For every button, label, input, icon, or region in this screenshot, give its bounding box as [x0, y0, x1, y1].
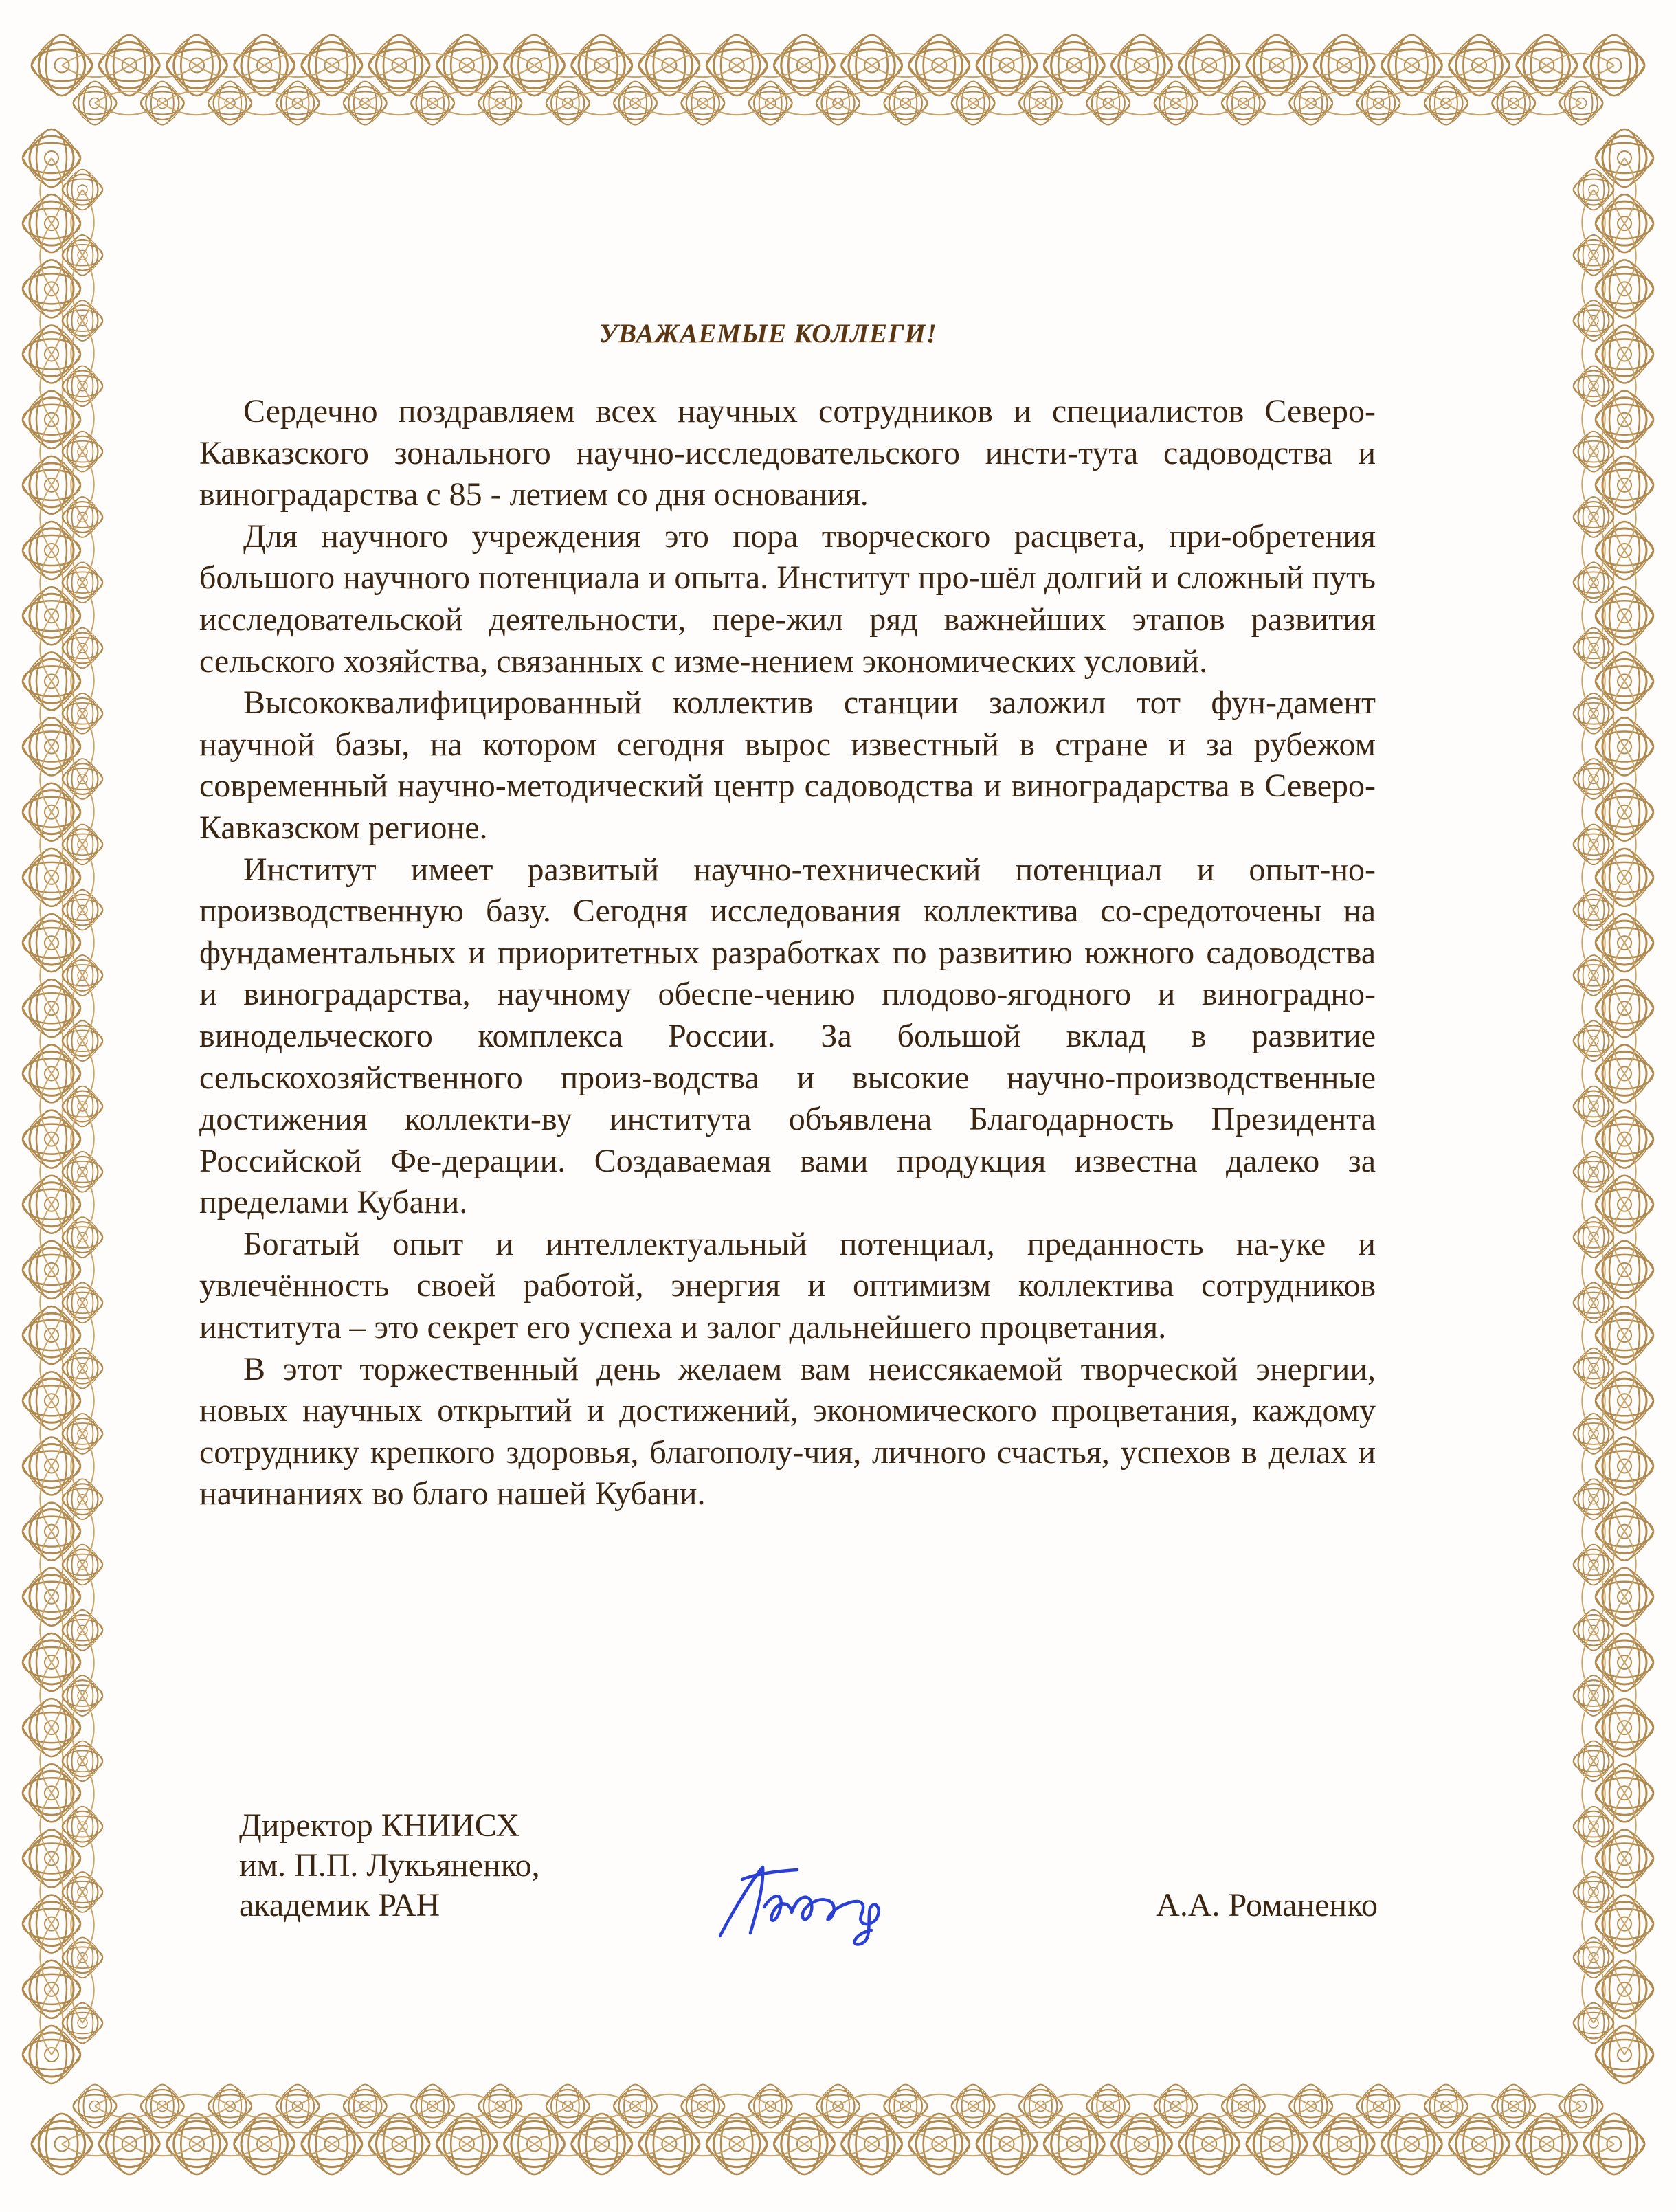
- ornament-link: [40, 747, 63, 812]
- border-right: [1574, 129, 1653, 2083]
- ornament-link: [1074, 54, 1141, 77]
- ornament-link: [1411, 54, 1479, 77]
- ornament-link: [40, 1270, 63, 1335]
- ornament-link: [669, 2132, 737, 2156]
- letter-paragraph: Для научного учреждения это пора творческого расцвета, при-обретения большого научного потенциала и опыта. Институт про-шёл долгий и сложный путь исследовательской деятельности, пере-жил ряд важнейших этапов развития сельского хозяйства, связанных с изме-нением экономических условий.: [199, 517, 1376, 680]
- ornament-link: [1277, 2132, 1344, 2156]
- ornament-link: [40, 1139, 63, 1205]
- ornament-link: [40, 355, 63, 420]
- ornament-link: [1007, 54, 1074, 77]
- letter-paragraph: Богатый опыт и интеллектуальный потенциал, преданность на-уке и увлечённость своей работой, энергия и оптимизм коллектива сотрудников института – это секрет его успеха и залог дальнейшего процветания.: [199, 1225, 1376, 1346]
- letter-body: [199, 313, 1376, 1515]
- ornament-link: [1613, 355, 1635, 420]
- ornament-link: [40, 1597, 63, 1662]
- ornament-link: [1074, 2132, 1141, 2156]
- handwritten-signature: [715, 1859, 921, 1948]
- ornament-link: [1613, 1597, 1635, 1662]
- ornament-link: [40, 158, 63, 223]
- ornament-link: [535, 54, 602, 77]
- ornament-link: [804, 54, 871, 77]
- ornament-link: [40, 1466, 63, 1531]
- ornament-link: [669, 54, 737, 77]
- ornament-link: [1613, 943, 1635, 1008]
- ornament-link: [40, 1793, 63, 1858]
- ornament-link: [467, 54, 534, 77]
- ornament-link: [1613, 1532, 1635, 1597]
- signatory-title-line: Директор КНИИСХ: [239, 1807, 520, 1844]
- ornament-link: [1613, 681, 1635, 746]
- ornament-link: [40, 616, 63, 681]
- ornament-link: [1613, 289, 1635, 354]
- letter-paragraph: Институт имеет развитый научно-технический потенциал и опыт-но-производственную базу. Сегодня исследования коллектива со-средоточены на фундаментальных и приоритетных разработках по развитию южного садоводства и виноградарства, научному обеспе-чению плодово-ягодного и виноградно-винодельческого комплекса России. За большой вклад в развитие сельскохозяйственного произ-водства и высокие научно-производственные достижения коллекти-ву института объявлена Благодарность Президента Российской Фе-дерации. Создаваемая вами продукция известна далеко за пределами Кубани.: [199, 851, 1376, 1221]
- ornament-link: [40, 289, 63, 354]
- ornament-link: [1613, 1400, 1635, 1466]
- ornament-link: [1141, 54, 1209, 77]
- ornament-link: [1209, 54, 1277, 77]
- ornament-link: [40, 943, 63, 1008]
- ornament-link: [1479, 2132, 1547, 2156]
- ornament-link: [40, 812, 63, 878]
- letter-heading: УВАЖАЕМЫЕ КОЛЛЕГИ!: [599, 319, 938, 348]
- ornament-link: [62, 54, 129, 77]
- ornament-link: [1613, 747, 1635, 812]
- ornament-link: [265, 54, 332, 77]
- ornament-link: [1547, 54, 1614, 77]
- ornament-link: [1613, 223, 1635, 289]
- ornament-link: [1344, 2132, 1411, 2156]
- ornament-link: [197, 54, 264, 77]
- letter-paragraph: Высококвалифицированный коллектив станции заложил тот фун-дамент научной базы, на котором сегодня вырос известный в стране и за рубежом современный научно-методический центр садоводства и виноградарства в Северо-Кавказском регионе.: [199, 684, 1376, 846]
- ornament-link: [332, 2132, 399, 2156]
- border-left: [23, 129, 102, 2083]
- ornament-link: [1344, 54, 1411, 77]
- signatory-name: А.А. Романенко: [1156, 1887, 1378, 1923]
- ornament-link: [1411, 2132, 1479, 2156]
- ornament-link: [40, 1924, 63, 1989]
- ornament-link: [535, 2132, 602, 2156]
- signatory-title: [239, 1806, 540, 1925]
- border-top: [32, 35, 1644, 125]
- ornament-link: [40, 1532, 63, 1597]
- ornament-link: [40, 420, 63, 485]
- ornament-link: [40, 223, 63, 289]
- ornament-link: [1613, 1728, 1635, 1793]
- ornament-link: [467, 2132, 534, 2156]
- border-bottom: [32, 2085, 1644, 2175]
- ornament-link: [1613, 1924, 1635, 1989]
- ornament-link: [332, 54, 399, 77]
- ornament-link: [40, 485, 63, 550]
- ornament-link: [40, 1205, 63, 1270]
- ornament-link: [1613, 158, 1635, 223]
- ornament-link: [602, 54, 669, 77]
- ornament-link: [1613, 1205, 1635, 1270]
- ornament-link: [939, 54, 1007, 77]
- ornament-link: [40, 1073, 63, 1139]
- signatory-title-line: им. П.П. Лукьяненко,: [239, 1847, 540, 1884]
- ornament-link: [1613, 420, 1635, 485]
- ornament-link: [1613, 485, 1635, 550]
- ornament-link: [1613, 550, 1635, 616]
- ornament-link: [1613, 812, 1635, 878]
- ornament-link: [1613, 1270, 1635, 1335]
- ornament-link: [737, 54, 804, 77]
- ornament-link: [1613, 1858, 1635, 1923]
- ornament-link: [1613, 1008, 1635, 1073]
- ornament-link: [1613, 1793, 1635, 1858]
- ornament-link: [872, 54, 939, 77]
- letter-paragraph: Сердечно поздравляем всех научных сотрудников и специалистов Северо-Кавказского зонального научно-исследовательского инсти-тута садоводства и виноградарства с 85 - летием со дня основания.: [199, 393, 1376, 513]
- ornament-link: [1007, 2132, 1074, 2156]
- ornament-link: [602, 2132, 669, 2156]
- ornament-link: [1613, 1139, 1635, 1205]
- ornament-link: [1277, 54, 1344, 77]
- ornament-link: [129, 2132, 197, 2156]
- ornament-link: [737, 2132, 804, 2156]
- ornament-link: [872, 2132, 939, 2156]
- ornament-link: [804, 2132, 871, 2156]
- ornament-link: [399, 54, 467, 77]
- ornament-link: [129, 54, 197, 77]
- ornament-link: [40, 1008, 63, 1073]
- ornament-link: [1141, 2132, 1209, 2156]
- signatory-title-line: академик РАН: [239, 1887, 440, 1923]
- ornament-link: [1613, 878, 1635, 943]
- ornament-link: [40, 1858, 63, 1923]
- ornament-link: [40, 681, 63, 746]
- letter-paragraph: В этот торжественный день желаем вам неиссякаемой творческой энергии, новых научных открытий и достижений, экономического процветания, каждому сотруднику крепкого здоровья, благополу-чия, личного счастья, успехов в делах и начинаниях во благо нашей Кубани.: [199, 1350, 1376, 1512]
- ornament-link: [40, 550, 63, 616]
- ornament-link: [1209, 2132, 1277, 2156]
- ornament-link: [265, 2132, 332, 2156]
- ornament-link: [399, 2132, 467, 2156]
- ornament-link: [40, 1728, 63, 1793]
- ornament-link: [1613, 616, 1635, 681]
- ornament-link: [1613, 1466, 1635, 1531]
- ornament-link: [197, 2132, 264, 2156]
- ornament-link: [1613, 1335, 1635, 1400]
- ornament-link: [40, 878, 63, 943]
- ornament-link: [40, 1989, 63, 2055]
- ornament-link: [62, 2132, 129, 2156]
- ornament-link: [40, 1400, 63, 1466]
- ornament-link: [1613, 1662, 1635, 1728]
- ornament-link: [1613, 1989, 1635, 2055]
- ornament-link: [40, 1335, 63, 1400]
- ornament-link: [1479, 54, 1547, 77]
- ornament-link: [1547, 2132, 1614, 2156]
- ornament-link: [939, 2132, 1007, 2156]
- ornament-link: [1613, 1073, 1635, 1139]
- ornament-link: [40, 1662, 63, 1728]
